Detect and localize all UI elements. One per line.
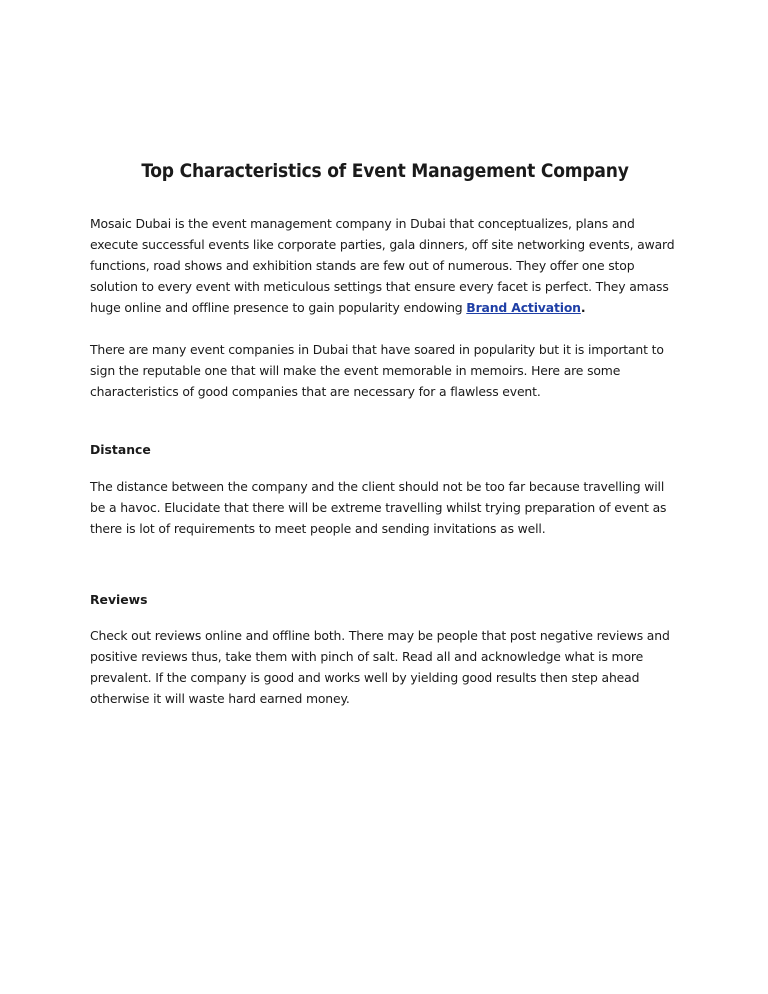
brand-activation-link[interactable]: Brand Activation [466,300,581,315]
section-heading-distance: Distance [90,442,151,457]
intro-end-punctuation: . [580,300,586,315]
section-heading-reviews: Reviews [90,592,148,607]
reviews-paragraph: Check out reviews online and offline both. There may be people that post negative reviews and positive reviews thus, take them with pinch of salt. Read all and acknowledge what is more prevalent. If the company is good and works well by yielding good results then step ahead otherwise it will waste hard earned money. [90,628,670,706]
distance-paragraph: The distance between the company and the client should not be too far because travelling will be a havoc. Elucidate that there will be extreme travelling whilst trying preparation of event as there is lot of requirements to meet people and sending invitations as well. [90,479,667,536]
page-title: Top Characteristics of Event Management Company [141,160,629,182]
intro-text: Mosaic Dubai is the event management company in Dubai that conceptualizes, plans and execute successful events like corporate parties, gala dinners, off site networking events, award functions, road shows and exhibition stands are few out of numerous. They offer one stop solution to every event with meticulous settings that ensure every facet is perfect. They amass huge online and offline presence to gain popularity endowing [90,216,675,315]
intro-paragraph [90,213,680,318]
overview-paragraph: There are many event companies in Dubai that have soared in popularity but it is important to sign the reputable one that will make the event memorable in memoirs. Here are some characteristics of good companies that are necessary for a flawless event. [90,342,664,399]
